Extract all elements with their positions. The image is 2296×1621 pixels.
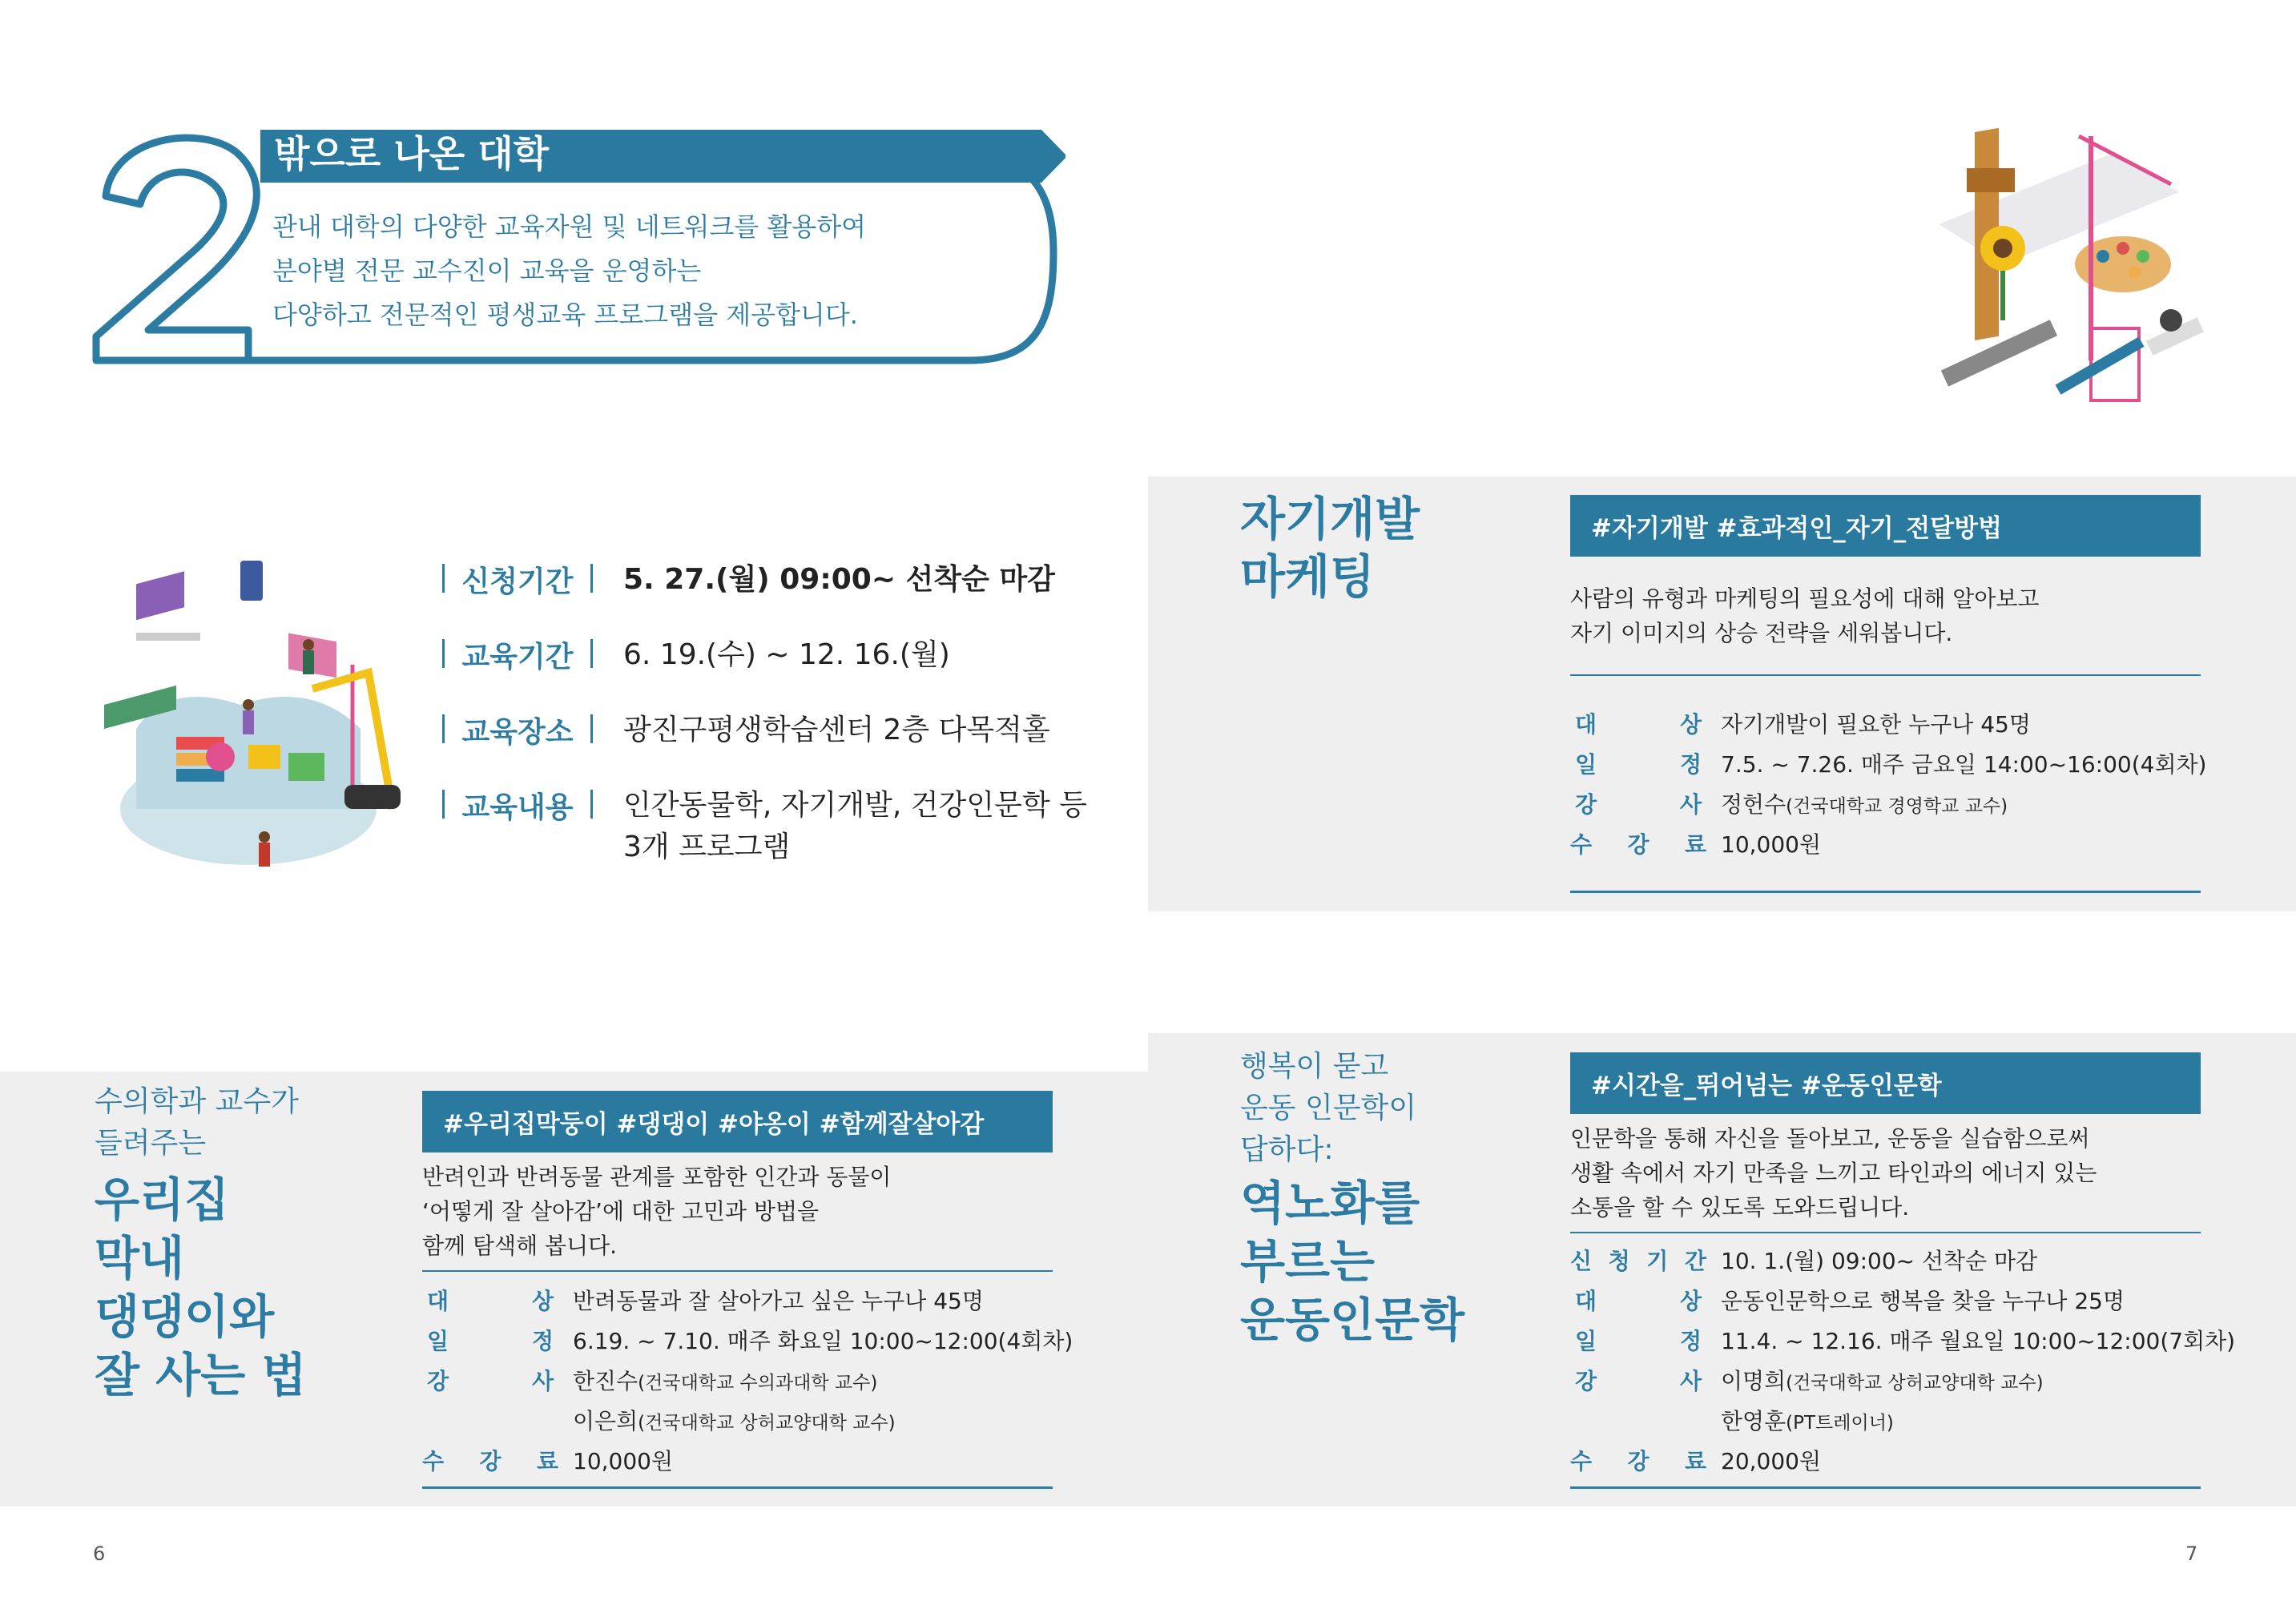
detail-row <box>1570 703 2206 743</box>
detail-label-char: 정 <box>1679 1328 1702 1354</box>
title-line: 막내 <box>95 1231 185 1285</box>
subtitle-line: 수의학과 교수가 <box>95 1085 299 1118</box>
section-intro <box>272 205 866 337</box>
info-value-line: 3개 프로그램 <box>623 831 791 863</box>
info-row <box>442 785 1087 873</box>
page-number-right: 7 <box>2185 1543 2198 1565</box>
detail-label-char: 일 <box>1575 751 1597 778</box>
detail-row <box>1570 1360 2235 1400</box>
info-value <box>623 785 1087 868</box>
detail-label-char: 사 <box>1679 791 1702 818</box>
desc-line: ‘어떻게 잘 살아감’에 대한 고민과 방법을 <box>422 1198 820 1225</box>
subtitle-line: 들려주는 <box>95 1127 207 1160</box>
detail-row <box>422 1280 1073 1320</box>
detail-value: 자기개발이 필요한 누구나 45명 <box>1721 711 2031 738</box>
divider <box>1570 1232 2201 1233</box>
detail-row <box>1570 1400 2235 1440</box>
info-label: 교육기간 <box>442 634 593 675</box>
detail-label-char: 사 <box>1679 1368 1702 1394</box>
detail-affiliation: (건국대학교 상허교양대학 교수) <box>638 1413 896 1434</box>
info-row <box>442 559 1087 634</box>
desc-line: 함께 탐색해 봅니다. <box>422 1233 618 1259</box>
detail-label-char: 료 <box>1684 831 1706 858</box>
detail-row <box>1570 823 2206 863</box>
program-info-list <box>442 559 1087 873</box>
info-value: 5. 27.(월) 09:00~ 선착순 마감 <box>623 563 1055 596</box>
title-line: 부르는 <box>1240 1234 1376 1289</box>
marketing-title <box>1240 490 1420 605</box>
detail-label-char: 상 <box>531 1288 554 1314</box>
dog-details <box>422 1280 1073 1480</box>
marketing-description <box>1570 581 2039 650</box>
info-label: 신청기간 <box>442 559 593 600</box>
dog-subtitle <box>95 1081 299 1164</box>
dog-hashtag-bar: #우리집막둥이 #댕댕이 #야옹이 #함께잘살아감 <box>422 1091 1053 1152</box>
detail-value: 10. 1.(월) 09:00~ 선착순 마감 <box>1721 1248 2038 1274</box>
detail-label-char: 대 <box>1575 711 1597 738</box>
detail-row <box>1570 1320 2235 1360</box>
subtitle-line: 행복이 묻고 <box>1240 1050 1389 1083</box>
sport-description <box>1570 1121 2097 1225</box>
detail-label-char: 강 <box>1627 1448 1649 1474</box>
detail-value: 한진수 <box>573 1368 638 1394</box>
detail-value: 10,000원 <box>573 1448 674 1474</box>
sport-details <box>1570 1240 2235 1480</box>
detail-label-char: 강 <box>1575 1368 1597 1394</box>
desc-line: 반려인과 반려동물 관계를 포함한 인간과 동물이 <box>422 1164 892 1190</box>
divider <box>422 1270 1053 1272</box>
detail-row <box>422 1360 1073 1400</box>
title-line: 우리집 <box>95 1173 230 1227</box>
info-row <box>442 634 1087 710</box>
detail-value: 이명희 <box>1721 1368 1786 1394</box>
detail-label-char: 상 <box>1679 711 1702 738</box>
section-title: 밖으로 나온 대학 <box>274 132 550 175</box>
detail-row <box>422 1400 1073 1440</box>
detail-label-char: 강 <box>1627 831 1649 858</box>
detail-label-char: 강 <box>479 1448 501 1474</box>
info-value: 광진구평생학습센터 2층 다목적홀 <box>623 714 1050 746</box>
detail-affiliation: (건국대학교 상허교양대학 교수) <box>1786 1373 2044 1394</box>
art-studio-illustration <box>1907 120 2227 457</box>
detail-row <box>422 1440 1073 1480</box>
sport-hashtag-bar: #시간을_뛰어넘는 #운동인문학 <box>1570 1052 2201 1114</box>
title-line: 마케팅 <box>1240 549 1376 604</box>
title-line: 댕댕이와 <box>95 1289 275 1344</box>
detail-value: 7.5. ~ 7.26. 매주 금요일 14:00~16:00(4회차) <box>1721 751 2207 778</box>
detail-row <box>1570 1440 2235 1480</box>
info-value-line: 인간동물학, 자기개발, 건강인문학 등 <box>623 789 1087 822</box>
detail-value: 한영훈 <box>1721 1408 1786 1434</box>
detail-value: 10,000원 <box>1721 831 1822 858</box>
marketing-details <box>1570 703 2206 863</box>
intro-line: 다양하고 전문적인 평생교육 프로그램을 제공합니다. <box>272 300 858 330</box>
detail-label-char: 대 <box>427 1288 449 1314</box>
intro-line: 관내 대학의 다양한 교육자원 및 네트워크를 활용하여 <box>272 211 867 242</box>
desc-line: 소통을 할 수 있도록 도와드립니다. <box>1570 1194 1910 1221</box>
detail-label-char: 사 <box>531 1368 554 1394</box>
desc-line: 생활 속에서 자기 만족을 느끼고 타인과의 에너지 있는 <box>1570 1160 2097 1186</box>
detail-value: 운동인문학으로 행복을 찾을 누구나 25명 <box>1721 1288 2125 1314</box>
info-label: 교육장소 <box>442 710 593 750</box>
detail-row <box>1570 1280 2235 1320</box>
detail-label-char: 정 <box>531 1328 554 1354</box>
detail-label-char: 일 <box>427 1328 449 1354</box>
subtitle-line: 답하다: <box>1240 1133 1334 1166</box>
detail-value: 20,000원 <box>1721 1448 1822 1474</box>
detail-value: 11.4. ~ 12.16. 매주 월요일 10:00~12:00(7회차) <box>1721 1328 2236 1354</box>
detail-label-char: 료 <box>536 1448 558 1474</box>
title-line: 잘 사는 법 <box>95 1348 307 1402</box>
title-line: 역노화를 <box>1240 1176 1420 1230</box>
detail-label-char: 수 <box>422 1448 445 1474</box>
detail-label-char: 대 <box>1575 1288 1597 1314</box>
detail-affiliation: (건국대학교 경영학교 교수) <box>1786 796 2008 817</box>
title-line: 운동인문학 <box>1240 1293 1465 1347</box>
sport-subtitle <box>1240 1046 1416 1171</box>
marketing-hashtag-bar: #자기개발 #효과적인_자기_전달방법 <box>1570 495 2201 557</box>
detail-label-char: 정 <box>1679 751 1702 778</box>
divider <box>1570 674 2201 676</box>
detail-label-char: 료 <box>1684 1448 1706 1474</box>
detail-affiliation: (건국대학교 수의과대학 교수) <box>638 1373 878 1394</box>
divider <box>422 1486 1053 1489</box>
info-label: 교육내용 <box>442 785 593 826</box>
desc-line: 자기 이미지의 상승 전략을 세워봅니다. <box>1570 620 1953 646</box>
subtitle-line: 운동 인문학이 <box>1240 1092 1417 1124</box>
page-number-left: 6 <box>93 1543 106 1565</box>
divider <box>1570 1486 2201 1489</box>
detail-value: 6.19. ~ 7.10. 매주 화요일 10:00~12:00(4회차) <box>573 1328 1073 1354</box>
digital-learning-illustration <box>104 553 425 897</box>
title-line: 자기개발 <box>1240 492 1420 546</box>
detail-label-char: 수 <box>1570 1448 1593 1474</box>
detail-row <box>422 1320 1073 1360</box>
detail-value: 반려동물과 잘 살아가고 싶은 누구나 45명 <box>573 1288 984 1314</box>
detail-value: 이은희 <box>573 1408 638 1434</box>
info-row <box>442 710 1087 785</box>
detail-label-char: 강 <box>427 1368 449 1394</box>
detail-label-char: 상 <box>1679 1288 1702 1314</box>
detail-label-char: 신 <box>1570 1248 1593 1274</box>
dog-title <box>95 1171 307 1405</box>
desc-line: 사람의 유형과 마케팅의 필요성에 대해 알아보고 <box>1570 585 2040 612</box>
detail-row <box>1570 783 2206 823</box>
desc-line: 인문학을 통해 자신을 돌아보고, 운동을 실습함으로써 <box>1570 1125 2090 1152</box>
detail-label-char: 강 <box>1575 791 1597 818</box>
divider <box>1570 891 2201 893</box>
detail-row <box>1570 1240 2235 1280</box>
sport-title <box>1240 1174 1464 1349</box>
detail-label-char: 일 <box>1575 1328 1597 1354</box>
intro-line: 분야별 전문 교수진이 교육을 운영하는 <box>272 255 702 286</box>
detail-label-char: 간 <box>1684 1248 1706 1274</box>
detail-value: 정헌수 <box>1721 791 1786 818</box>
detail-label-char: 수 <box>1570 831 1593 858</box>
detail-affiliation: (PT트레이너) <box>1786 1413 1894 1434</box>
detail-label-char: 청 <box>1608 1248 1630 1274</box>
info-value: 6. 19.(수) ~ 12. 16.(월) <box>623 638 950 671</box>
detail-label-char: 기 <box>1646 1248 1669 1274</box>
detail-row <box>1570 743 2206 783</box>
dog-description <box>422 1160 891 1263</box>
